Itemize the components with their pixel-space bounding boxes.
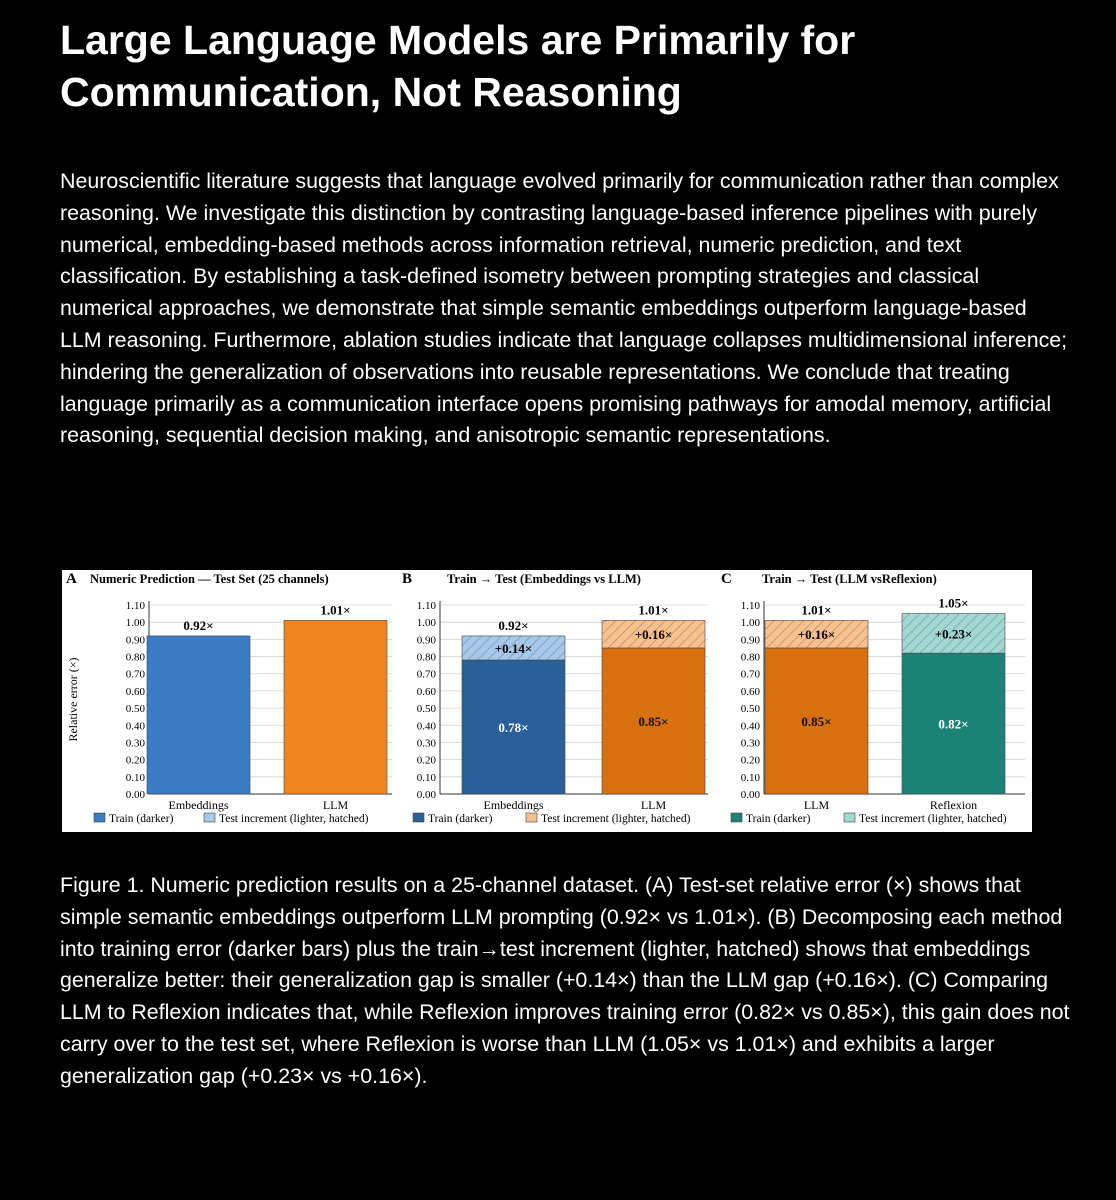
y-tick-label: 0.10 [740, 771, 760, 784]
y-tick-label: 1.00 [416, 617, 436, 630]
y-tick-label: 0.40 [740, 720, 760, 733]
y-tick-label: 0.30 [416, 737, 436, 750]
y-tick-label: 0.90 [125, 634, 145, 647]
y-tick-label: 0.90 [416, 634, 436, 647]
y-tick-label: 0.60 [125, 685, 145, 698]
y-tick-label: 0.80 [740, 651, 760, 664]
y-tick-label: 0.20 [416, 754, 436, 767]
bar-total-label: 1.05× [938, 595, 969, 611]
chart-title: Train → Test (LLM vsReflexion) [762, 572, 937, 586]
bar-increment-label: +0.16× [634, 627, 673, 643]
bar-total-label: 1.01× [638, 602, 669, 618]
y-tick-label: 0.50 [125, 703, 145, 716]
y-tick-label: 0.00 [125, 789, 145, 801]
figure-caption: Figure 1. Numeric prediction results on a 25-channel dataset. (A) Test-set relative error (×) shows that simple semantic embeddings outperform LLM prompting (0.92× vs 1.01×). (B) Decomposing each method into training error (darker bars) plus the train→test increment (lighter, hatched) shows that embeddings generalize better: their generalization gap is smaller (+0.14×) than the LLM gap (+0.16×). (C) Comparing LLM to Reflexion indicates that, while Reflexion improves training error (0.82× vs 0.85×), this gain does not carry over to the test set, where Reflexion is worse than LLM (1.05× vs 1.01×) and exhibits a larger generalization gap (+0.23× vs +0.16×). [60, 873, 1070, 1088]
y-tick-label: 0.00 [416, 789, 436, 801]
legend-label: Test increment (lighter, hatched) [541, 813, 691, 825]
figure-1-charts [62, 570, 1032, 832]
y-tick-label: 0.80 [416, 651, 436, 664]
y-axis-label: Relative error (×) [66, 657, 80, 742]
y-tick-label: 0.40 [416, 720, 436, 733]
legend-swatch [204, 813, 215, 822]
x-tick-label: LLM [803, 798, 830, 812]
y-tick-label: 0.70 [740, 668, 760, 681]
y-tick-label: 1.00 [740, 617, 760, 630]
panel-letter: B [402, 571, 413, 587]
chart-title: Train → Test (Embeddings vs LLM) [447, 572, 641, 586]
bar-total-label: 0.92× [498, 617, 529, 633]
y-tick-label: 0.20 [740, 754, 760, 767]
bar-total-label: 1.01× [801, 602, 832, 618]
legend-swatch [526, 813, 537, 822]
legend-label: Train (darker) [109, 813, 174, 825]
y-tick-label: 0.60 [416, 685, 436, 698]
bar [284, 620, 387, 794]
y-tick-label: 0.30 [740, 737, 760, 750]
figure-1 [62, 570, 1032, 832]
legend-label: Train (darker) [428, 813, 493, 825]
y-tick-label: 0.80 [125, 651, 145, 664]
panel-letter: A [66, 571, 77, 587]
bar-train-label: 0.82× [938, 716, 969, 732]
y-tick-label: 0.60 [740, 685, 760, 698]
bar-value-label: 1.01× [320, 602, 351, 618]
y-tick-label: 1.10 [416, 600, 436, 612]
y-tick-label: 0.50 [416, 703, 436, 716]
legend-swatch [844, 813, 855, 822]
legend-label: Test increment (lighter, hatched) [219, 813, 369, 825]
y-tick-label: 0.30 [125, 737, 145, 750]
x-tick-label: Embeddings [168, 798, 229, 812]
y-tick-label: 0.10 [416, 771, 436, 784]
paper-abstract: Neuroscientific literature suggests that language evolved primarily for communication rather than complex reasoning. We investigate this distinction by contrasting language-based inference pipelines with purely numerical, embedding-based methods across information retrieval, numeric prediction, and text classification. By establishing a task-defined isometry between prompting strategies and classical numerical approaches, we demonstrate that simple semantic embeddings outperform language-based LLM reasoning. Furthermore, ablation studies indicate that language collapses multidimensional inference; hindering the generalization of observations into reusable representations. We conclude that treating language primarily as a communication interface opens promising pathways for amodal memory, artificial reasoning, sequential decision making, and anisotropic semantic representations. [60, 169, 1068, 448]
panel-letter: C [721, 571, 732, 587]
x-tick-label: Embeddings [483, 798, 544, 812]
y-tick-label: 1.10 [740, 600, 760, 612]
legend-swatch [413, 813, 424, 822]
bar-increment-label: +0.23× [934, 626, 973, 642]
bar [147, 636, 250, 794]
y-tick-label: 0.10 [125, 771, 145, 784]
x-tick-label: Reflexion [929, 798, 978, 812]
bar-increment-label: +0.14× [494, 640, 533, 656]
y-tick-label: 0.20 [125, 754, 145, 767]
bar-train-label: 0.85× [638, 713, 669, 729]
bar-increment-label: +0.16× [797, 627, 836, 643]
legend-label: Test incremert (lighter, hatched) [859, 813, 1007, 825]
paper-title: Large Language Models are Primarily for Communication, Not Reasoning [60, 17, 856, 115]
x-tick-label: LLM [640, 798, 667, 812]
bar-train-label: 0.78× [498, 719, 529, 735]
y-tick-label: 0.50 [740, 703, 760, 716]
y-tick-label: 0.40 [125, 720, 145, 733]
y-tick-label: 0.90 [740, 634, 760, 647]
y-tick-label: 0.70 [125, 668, 145, 681]
bar-value-label: 0.92× [183, 617, 214, 633]
y-tick-label: 1.00 [125, 617, 145, 630]
bar-train-label: 0.85× [801, 713, 832, 729]
legend-swatch [94, 813, 105, 822]
y-tick-label: 0.70 [416, 668, 436, 681]
y-tick-label: 0.00 [740, 789, 760, 801]
legend-label: Train (darker) [746, 813, 811, 825]
legend-swatch [731, 813, 742, 822]
x-tick-label: LLM [322, 798, 349, 812]
chart-title: Numeric Prediction — Test Set (25 channels) [90, 572, 329, 586]
y-tick-label: 1.10 [125, 600, 145, 612]
